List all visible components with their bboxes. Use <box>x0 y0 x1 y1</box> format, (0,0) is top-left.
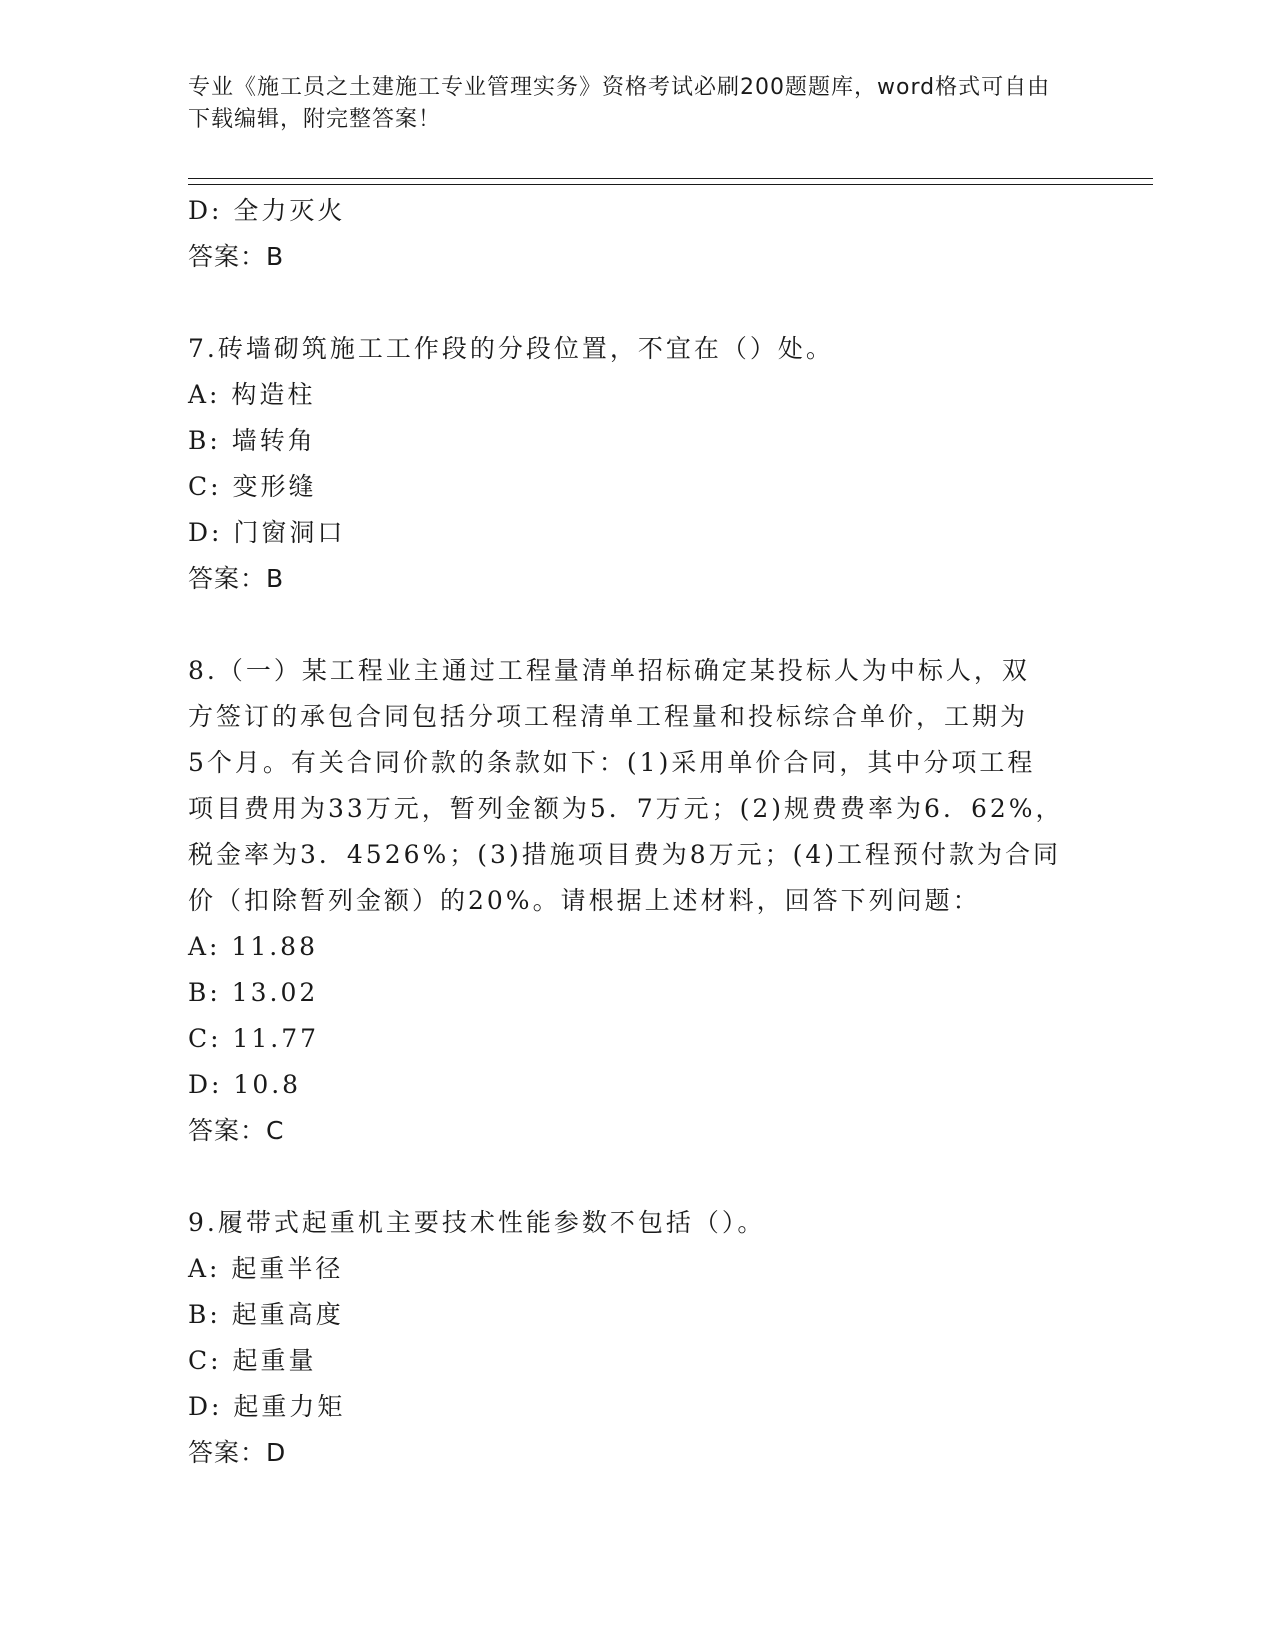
question-stem: 9.履带式起重机主要技术性能参数不包括（）。 <box>188 1208 766 1237</box>
question-stem-line: 项目费用为33万元，暂列金额为5．7万元；(2)规费费率为6．62%， <box>188 794 1064 823</box>
question-stem-line: 价（扣除暂列金额）的20%。请根据上述材料，回答下列问题： <box>188 886 981 915</box>
option-c: C: 11.77 <box>188 1024 320 1053</box>
answer-line: 答案：B <box>188 242 285 271</box>
header-double-rule <box>188 178 1153 185</box>
document-body <box>188 188 1068 1476</box>
option-d: D: 10.8 <box>188 1070 302 1099</box>
question-9 <box>188 1200 1068 1476</box>
question-7 <box>188 326 1068 602</box>
question-6-tail <box>188 188 1068 280</box>
question-8 <box>188 648 1068 1154</box>
option-d: D: 门窗洞口 <box>188 518 346 547</box>
answer-line: 答案：B <box>188 564 285 593</box>
option-b: B: 起重高度 <box>188 1300 344 1329</box>
document-header: 专业《施工员之土建施工专业管理实务》资格考试必刷200题题库，word格式可自由下载编辑，附完整答案！ <box>188 75 1051 132</box>
answer-line: 答案：D <box>188 1438 287 1467</box>
option-d: D: 全力灭火 <box>188 196 346 225</box>
option-d: D: 起重力矩 <box>188 1392 346 1421</box>
question-stem-line: 方签订的承包合同包括分项工程清单工程量和投标综合单价，工期为 <box>188 702 1029 731</box>
option-b: B: 墙转角 <box>188 426 316 455</box>
question-stem-line: 5个月。有关合同价款的条款如下：(1)采用单价合同，其中分项工程 <box>188 748 1036 777</box>
option-a: A: 起重半径 <box>188 1254 344 1283</box>
question-stem: 7.砖墙砌筑施工工作段的分段位置，不宜在（）处。 <box>188 334 834 363</box>
question-stem-line: 税金率为3．4526%；(3)措施项目费为8万元；(4)工程预付款为合同 <box>188 840 1062 869</box>
answer-line: 答案：C <box>188 1116 285 1145</box>
option-c: C: 变形缝 <box>188 472 317 501</box>
option-a: A: 构造柱 <box>188 380 316 409</box>
question-stem-line: 8.（一）某工程业主通过工程量清单招标确定某投标人为中标人，双 <box>188 656 1030 685</box>
option-a: A: 11.88 <box>188 932 318 961</box>
option-b: B: 13.02 <box>188 978 319 1007</box>
option-c: C: 起重量 <box>188 1346 317 1375</box>
